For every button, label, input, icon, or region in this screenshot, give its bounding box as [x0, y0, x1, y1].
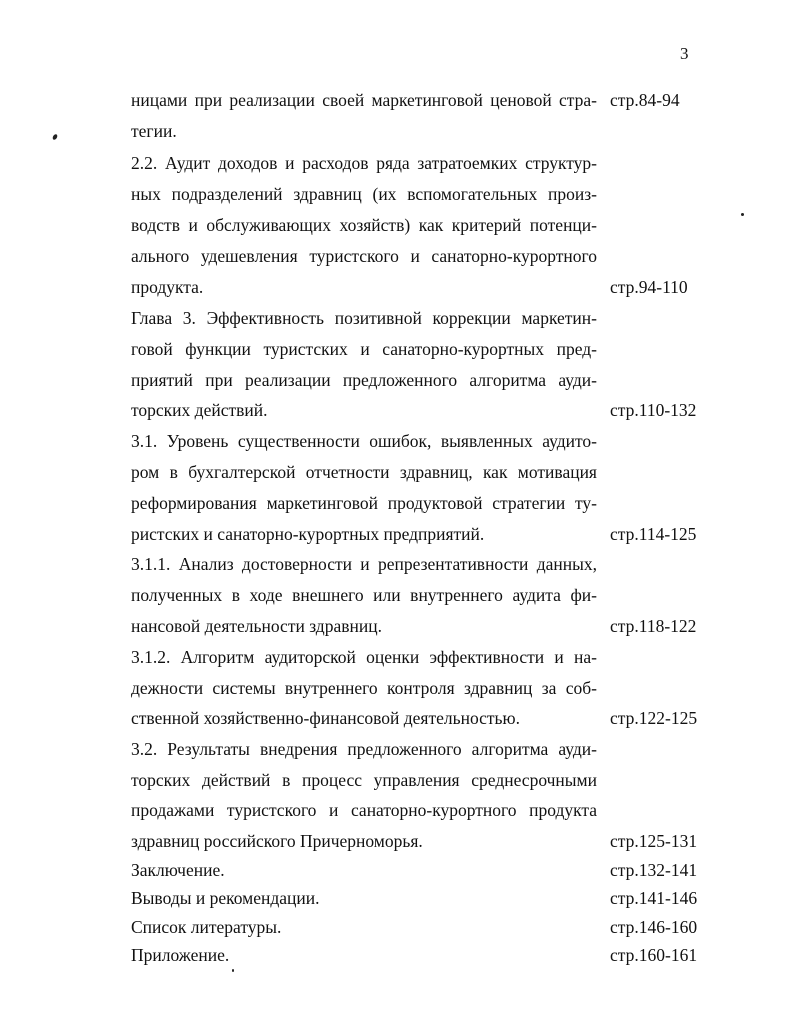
toc-line: 3.2. Результаты внедрения предложенного алгоритма ауди-	[131, 739, 597, 759]
toc-line: нансовой деятельности здравниц.	[131, 616, 382, 636]
toc-line: Список литературы.	[131, 917, 282, 937]
toc-page-range: стр.132-141	[610, 860, 698, 880]
toc-line: 3.1.1. Анализ достоверности и репрезентативности данных,	[131, 554, 597, 574]
toc-line: дежности системы внутреннего контроля здравниц за соб-	[131, 678, 597, 698]
toc-line: говой функции туристских и санаторно-курортных пред-	[131, 339, 597, 359]
toc-line: продукта.	[131, 277, 204, 297]
scan-speck	[741, 213, 744, 216]
scan-speck	[232, 969, 234, 972]
toc-line: тегии.	[131, 121, 177, 141]
toc-line: Выводы и рекомендации.	[131, 888, 320, 908]
toc-page-range: стр.141-146	[610, 888, 698, 908]
toc-line: ального удешевления туристского и санаторно-курортного	[131, 246, 597, 266]
toc-line: ственной хозяйственно-финансовой деятельностью.	[131, 708, 520, 728]
toc-line: водств и обслуживающих хозяйств) как критерий потенци-	[131, 215, 597, 235]
toc-line: здравниц российского Причерноморья.	[131, 831, 423, 851]
toc-line: 3.1.2. Алгоритм аудиторской оценки эффективности и на-	[131, 647, 597, 667]
toc-page-range: стр.125-131	[610, 831, 698, 851]
toc-page-range: стр.94-110	[610, 277, 688, 297]
toc-page-range: стр.110-132	[610, 400, 697, 420]
toc-line: ристских и санаторно-курортных предприятий.	[131, 524, 485, 544]
toc-line: Глава 3. Эффективность позитивной коррекции маркетин-	[131, 308, 597, 328]
toc-line: 3.1. Уровень существенности ошибок, выявленных аудито-	[131, 431, 597, 451]
toc-line: 2.2. Аудит доходов и расходов ряда затратоемких структур-	[131, 153, 597, 173]
toc-line: приятий при реализации предложенного алгоритма ауди-	[131, 370, 597, 390]
toc-page-range: стр.146-160	[610, 917, 698, 937]
toc-line: торских действий.	[131, 400, 268, 420]
toc-page-range: стр.84-94	[610, 90, 680, 110]
toc-line: ных подразделений здравниц (их вспомогательных произ-	[131, 184, 597, 204]
toc-line: продажами туристского и санаторно-курортного продукта	[131, 800, 597, 820]
toc-line: полученных в ходе внешнего или внутреннего аудита фи-	[131, 585, 597, 605]
toc-page-range: стр.114-125	[610, 524, 697, 544]
toc-page-range: стр.118-122	[610, 616, 697, 636]
toc-line: реформирования маркетинговой продуктовой стратегии ту-	[131, 493, 597, 513]
page-number: 3	[680, 44, 689, 63]
toc-line: торских действий в процесс управления среднесрочными	[131, 770, 597, 790]
scan-speck	[52, 133, 58, 140]
toc-line: Заключение.	[131, 860, 225, 880]
toc-line: Приложение.	[131, 945, 230, 965]
toc-page-range: стр.122-125	[610, 708, 698, 728]
toc-page-range: стр.160-161	[610, 945, 698, 965]
toc-line: ницами при реализации своей маркетинговой ценовой стра-	[131, 90, 597, 110]
toc-line: ром в бухгалтерской отчетности здравниц, как мотивация	[131, 462, 597, 482]
